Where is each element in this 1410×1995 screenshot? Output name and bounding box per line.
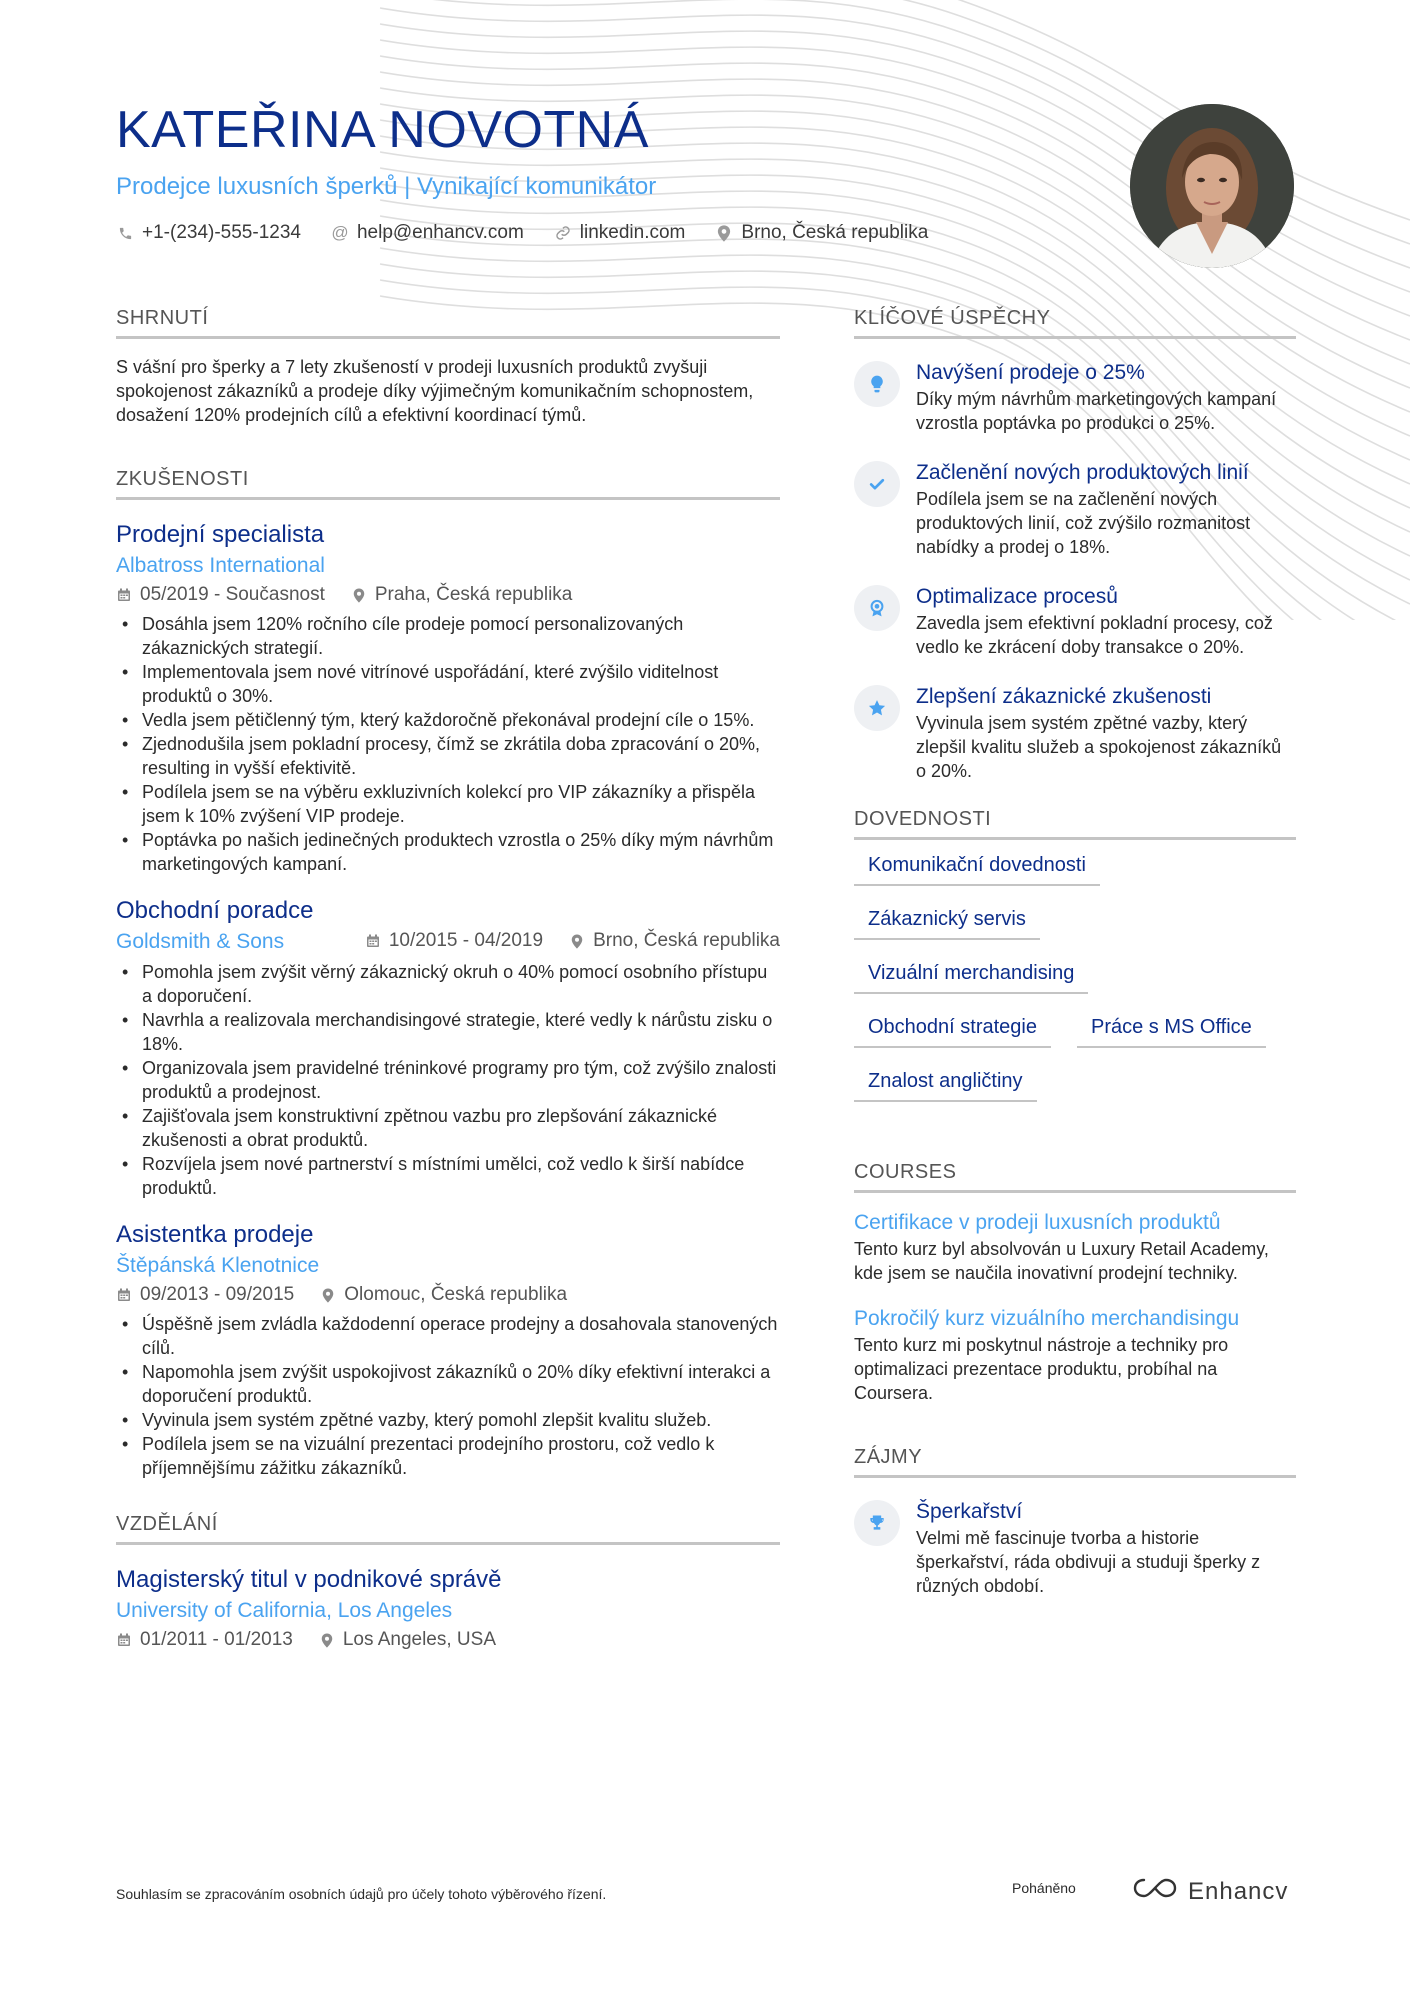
trophy-icon — [854, 1500, 900, 1546]
skill-tag: Komunikační dovednosti — [854, 850, 1100, 886]
education-heading: VZDĚLÁNÍ — [116, 1512, 780, 1545]
courses-section — [854, 1160, 1296, 1405]
list-item: • Pomohla jsem zvýšit věrný zákaznický okruh o 40% pomocí osobního přístupu a doporučení. — [116, 960, 780, 1008]
contact-phone[interactable] — [116, 222, 301, 244]
brand-name: Enhancv — [1188, 1877, 1289, 1905]
powered-by-label: Poháněno — [1012, 1880, 1076, 1896]
job-entry — [116, 1220, 780, 1480]
resume-header — [116, 100, 1016, 244]
list-item: • Rozvíjela jsem nové partnerství s místními umělci, což vedlo k širší nabídce produktů. — [116, 1152, 780, 1200]
list-item: • Organizovala jsem pravidelné tréninkové programy pro tým, což zvýšilo znalosti produktů a prodejnost. — [116, 1056, 780, 1104]
course-title: Pokročilý kurz vizuálního merchandisingu — [854, 1307, 1240, 1330]
achievement-item — [854, 583, 1296, 659]
achievement-title: Zlepšení zákaznické zkušenosti — [916, 685, 1212, 708]
interest-desc: Velmi mě fascinuje tvorba a historie šperkařství, ráda obdivuji a studuji šperky z různých období. — [916, 1528, 1261, 1596]
achievement-desc: Vyvinula jsem systém zpětné vazby, který zlepšil kvalitu služeb a spokojenost zákazníků o 20%. — [916, 713, 1282, 781]
phone-text: +1-(234)-555-1234 — [142, 222, 301, 243]
location-text: Brno, Česká republika — [741, 222, 929, 243]
achievement-item — [854, 459, 1296, 559]
profile-photo — [1130, 104, 1294, 268]
job-title: Prodejní specialista — [116, 521, 325, 548]
course-title: Certifikace v prodeji luxusních produktů — [854, 1211, 1221, 1234]
star-icon — [854, 685, 900, 731]
interest-item — [854, 1498, 1296, 1598]
candidate-title: Prodejce luxusních šperků | Vynikající komunikátor — [116, 173, 657, 200]
job-location-text: Brno, Česká republika — [593, 930, 780, 951]
achievement-item — [854, 683, 1296, 783]
skills-section — [854, 807, 1296, 1102]
summary-heading: SHRNUTÍ — [116, 306, 780, 339]
achievement-item — [854, 359, 1296, 435]
education-meta — [116, 1627, 780, 1653]
skills-heading: DOVEDNOSTI — [854, 807, 1296, 840]
job-dates — [116, 582, 325, 608]
summary-text: S vášní pro šperky a 7 lety zkušeností v prodeji luxusních produktů zvyšuji spokojenost zákazníků a prodeje díky výjimečným komunikačním schopnostem, dosažení 120% prodejních cílů a efektivní koordinací týmů. — [116, 357, 754, 425]
list-item: • Dosáhla jsem 120% ročního cíle prodeje pomocí personalizovaných zákaznických strategií. — [116, 612, 780, 660]
at-icon: @ — [331, 223, 349, 242]
skill-tag: Znalost angličtiny — [854, 1066, 1037, 1102]
skill-tag: Vizuální merchandising — [854, 958, 1088, 994]
location-icon — [715, 225, 733, 242]
list-item: • Zajišťovala jsem konstruktivní zpětnou vazbu pro zlepšování zákaznické zkušenosti a obrat produktů. — [116, 1104, 780, 1152]
job-bullets — [116, 960, 780, 1200]
job-meta — [365, 928, 780, 954]
course-item — [854, 1305, 1296, 1405]
education-location — [319, 1627, 496, 1653]
job-location-text: Olomouc, Česká republika — [344, 1284, 568, 1305]
job-dates — [365, 928, 543, 954]
list-item: • Napomohla jsem zvýšit uspokojivost zákazníků o 20% díky efektivní interakci a doporučení produktů. — [116, 1360, 780, 1408]
job-dates-text: 10/2015 - 04/2019 — [388, 930, 544, 951]
education-location-text: Los Angeles, USA — [342, 1629, 496, 1650]
job-dates-text: 05/2019 - Současnost — [140, 584, 325, 605]
contact-email[interactable] — [331, 222, 524, 244]
course-item — [854, 1209, 1296, 1285]
brand-logo[interactable] — [1132, 1876, 1288, 1907]
job-bullets — [116, 1312, 780, 1480]
candidate-name: KATEŘINA NOVOTNÁ — [116, 101, 649, 159]
contact-row — [116, 222, 1016, 244]
left-column — [116, 306, 780, 1653]
list-item: • Podílela jsem se na výběru exkluzivních kolekcí pro VIP zákazníky a přispěla jsem k 10% zvýšení VIP prodeje. — [116, 780, 780, 828]
interests-section — [854, 1445, 1296, 1598]
courses-heading: COURSES — [854, 1160, 1296, 1193]
job-title: Obchodní poradce — [116, 897, 314, 924]
job-meta — [116, 1282, 780, 1308]
company-name: Goldsmith & Sons — [116, 930, 285, 953]
contact-location — [715, 222, 928, 244]
job-entry — [116, 896, 780, 1200]
achievements-heading: KLÍČOVÉ ÚSPĚCHY — [854, 306, 1296, 339]
calendar-icon — [365, 934, 381, 948]
link-icon — [554, 225, 572, 241]
course-desc: Tento kurz mi poskytnul nástroje a techniky pro optimalizaci prezentace produktu, probíhal na Coursera. — [854, 1335, 1229, 1403]
job-meta — [116, 582, 780, 608]
location-icon — [569, 934, 585, 949]
consent-note: Souhlasím se zpracováním osobních údajů pro účely tohoto výběrového řízení. — [116, 1886, 607, 1902]
education-dates-text: 01/2011 - 01/2013 — [140, 1629, 293, 1650]
job-location-text: Praha, Česká republika — [374, 584, 573, 605]
list-item: • Úspěšně jsem zvládla každodenní operace prodejny a dosahovala stanovených cílů. — [116, 1312, 780, 1360]
award-icon — [854, 585, 900, 631]
course-desc: Tento kurz byl absolvován u Luxury Retail Academy, kde jsem se naučila inovativní prodejní techniky. — [854, 1239, 1269, 1283]
list-item: • Podílela jsem se na vizuální prezentaci prodejního prostoru, což vedlo k příjemnějšímu zážitku zákazníků. — [116, 1432, 780, 1480]
experience-section — [116, 467, 780, 1480]
job-entry — [116, 520, 780, 876]
list-item: • Vedla jsem pětičlenný tým, který každoročně překonával prodejní cíle o 15%. — [116, 708, 780, 732]
list-item: • Vyvinula jsem systém zpětné vazby, který pomohl zlepšit kvalitu služeb. — [116, 1408, 780, 1432]
list-item: • Poptávka po našich jedinečných produktech vzrostla o 25% díky mým návrhům marketingových kampaní. — [116, 828, 780, 876]
phone-icon — [116, 226, 134, 241]
list-item: • Implementovala jsem nové vitrínové uspořádání, které zvýšilo viditelnost produktů o 30%. — [116, 660, 780, 708]
email-text: help@enhancv.com — [356, 222, 524, 243]
skill-tag: Práce s MS Office — [1077, 1012, 1266, 1048]
job-location — [320, 1282, 567, 1308]
skill-tag: Zákaznický servis — [854, 904, 1040, 940]
achievement-desc: Díky mým návrhům marketingových kampaní vzrostla poptávka po produkci o 25%. — [916, 389, 1277, 433]
achievements-section — [854, 306, 1296, 783]
job-location — [351, 582, 573, 608]
job-location — [569, 928, 780, 954]
achievement-desc: Podílela jsem se na začlenění nových produktových linií, což zvýšilo rozmanitost nabídky a prodej o 18%. — [916, 489, 1251, 557]
calendar-icon — [116, 1288, 132, 1302]
list-item: • Navrhla a realizovala merchandisingové strategie, které vedly k nárůstu zisku o 18%. — [116, 1008, 780, 1056]
skills-list — [854, 850, 1296, 1102]
company-row — [116, 926, 780, 956]
skill-tag: Obchodní strategie — [854, 1012, 1051, 1048]
checkmark-icon — [854, 461, 900, 507]
list-item: • Zjednodušila jsem pokladní procesy, čímž se zkrátila doba zpracování o 20%, resulting in vyšší efektivitě. — [116, 732, 780, 780]
location-icon — [319, 1633, 335, 1648]
achievement-title: Začlenění nových produktových linií — [916, 461, 1249, 484]
education-dates — [116, 1627, 293, 1653]
job-dates-text: 09/2013 - 09/2015 — [140, 1284, 295, 1305]
achievement-desc: Zavedla jsem efektivní pokladní procesy, což vedlo ke zkrácení doby transakce o 20%. — [916, 613, 1273, 657]
company-name: Albatross International — [116, 554, 325, 577]
contact-linkedin[interactable] — [554, 222, 686, 244]
right-column — [854, 306, 1296, 1622]
achievement-title: Optimalizace procesů — [916, 585, 1118, 608]
school-name: University of California, Los Angeles — [116, 1599, 453, 1622]
calendar-icon — [116, 1633, 132, 1647]
company-name: Štěpánská Klenotnice — [116, 1254, 320, 1277]
summary-section — [116, 306, 780, 427]
lightbulb-icon — [854, 361, 900, 407]
interest-title: Šperkařství — [916, 1500, 1023, 1523]
location-icon — [351, 588, 367, 603]
job-dates — [116, 1282, 294, 1308]
linkedin-text: linkedin.com — [579, 222, 686, 243]
infinity-icon — [1132, 1876, 1178, 1907]
calendar-icon — [116, 588, 132, 602]
location-icon — [320, 1288, 336, 1303]
achievement-title: Navýšení prodeje o 25% — [916, 361, 1145, 384]
degree-title: Magisterský titul v podnikové správě — [116, 1566, 502, 1593]
job-title: Asistentka prodeje — [116, 1221, 314, 1248]
experience-heading: ZKUŠENOSTI — [116, 467, 780, 500]
education-section — [116, 1512, 780, 1653]
interests-heading: ZÁJMY — [854, 1445, 1296, 1478]
job-bullets — [116, 612, 780, 876]
